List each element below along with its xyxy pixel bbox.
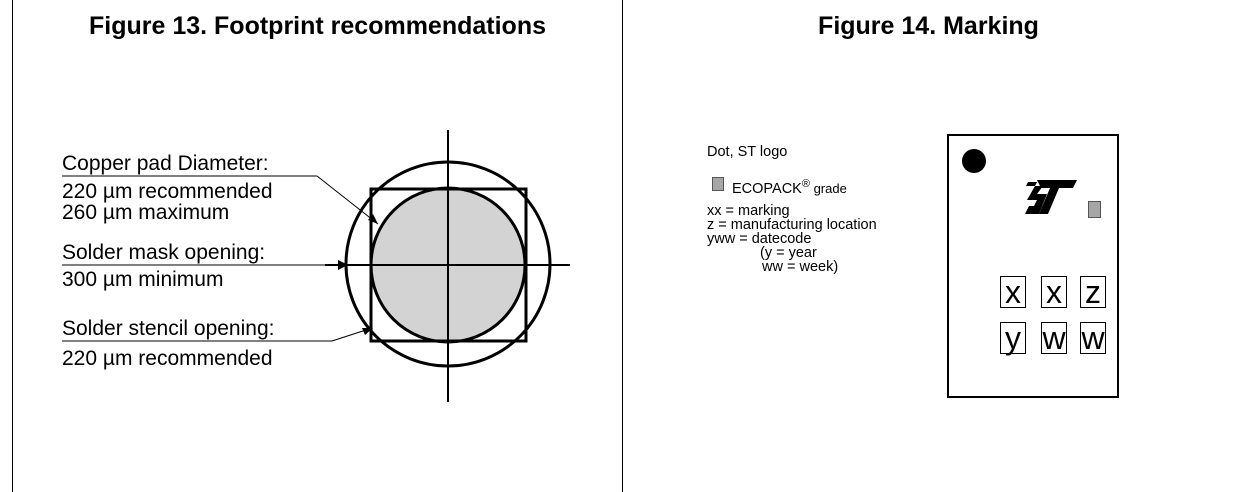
legend-y-year: (y = year <box>760 245 817 261</box>
ecopack-chip-square <box>1088 201 1101 218</box>
marking-cell-y: y <box>1000 322 1026 354</box>
solder-mask-line1: 300 µm minimum <box>62 268 224 291</box>
figure-13-title: Figure 13. Footprint recommendations <box>89 12 546 40</box>
legend-dot-logo: Dot, ST logo <box>707 144 788 160</box>
figure-14-title: Figure 14. Marking <box>818 12 1039 40</box>
stencil-title: Solder stencil opening: <box>62 317 275 340</box>
solder-mask-title: Solder mask opening: <box>62 241 266 264</box>
marking-cell-x1: x <box>1000 276 1026 308</box>
stencil-line1: 220 µm recommended <box>62 347 273 370</box>
ecopack-legend-square <box>712 177 724 191</box>
legend-z: z = manufacturing location <box>707 217 877 233</box>
legend-xx: xx = marking <box>707 203 790 219</box>
legend-yww: yww = datecode <box>707 231 812 247</box>
marking-cell-w2: w <box>1081 320 1105 356</box>
ecopack-grade: grade <box>809 180 847 196</box>
pin1-dot <box>962 149 986 173</box>
legend-ww-week: ww = week) <box>762 259 839 275</box>
legend-ecopack <box>732 177 847 197</box>
st-logo-icon <box>1025 180 1077 214</box>
package-outline <box>947 134 1119 398</box>
marking-cell-x2: x <box>1041 276 1067 308</box>
copper-pad-line2: 260 µm maximum <box>62 201 230 224</box>
marking-cell-w1: w <box>1042 320 1066 356</box>
marking-cell-z: z <box>1080 276 1106 308</box>
registered-mark: ® <box>801 178 810 190</box>
ecopack-label: ECOPACK <box>732 180 802 197</box>
copper-pad-title: Copper pad Diameter: <box>62 152 269 175</box>
copper-pad-line1: 220 µm recommended <box>62 180 273 203</box>
